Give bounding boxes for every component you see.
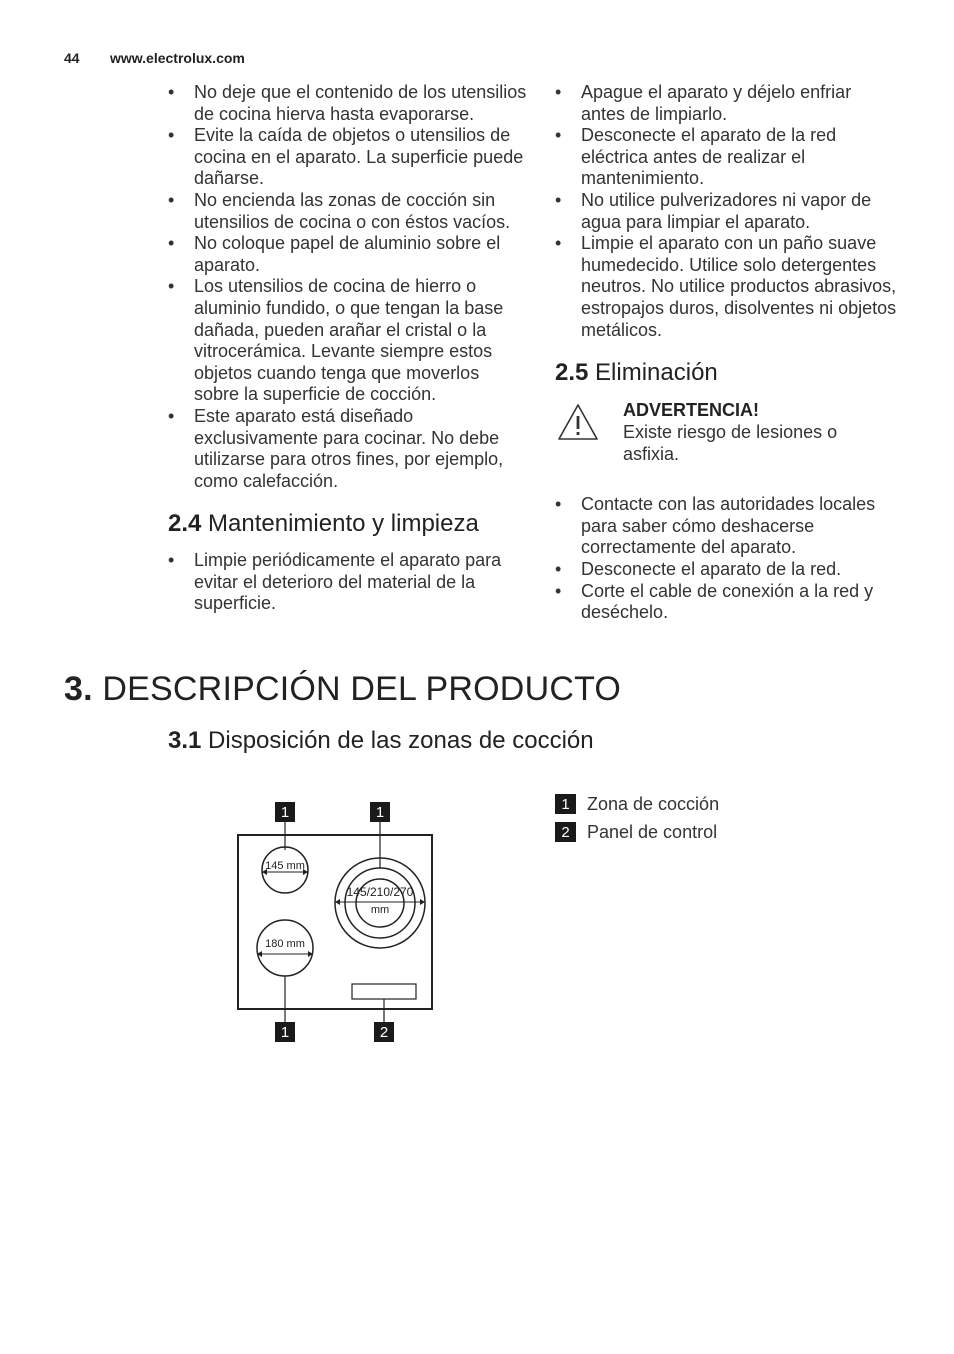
disposal-list <box>555 494 900 624</box>
diagram-legend <box>555 790 719 846</box>
page-header <box>64 50 245 66</box>
cooking-zone-top-left <box>262 847 308 893</box>
cooktop-diagram <box>230 798 440 1048</box>
svg-text:2: 2 <box>379 1024 389 1041</box>
section-2-4-heading <box>168 510 528 538</box>
cooking-zone-bottom-left <box>257 920 313 976</box>
safety-list-right <box>555 82 900 341</box>
maintenance-list <box>168 550 528 615</box>
control-panel-outline <box>352 984 416 999</box>
section-title: DESCRIPCIÓN DEL PRODUCTO <box>102 670 622 708</box>
safety-list-left <box>168 82 528 492</box>
section-title: Disposición de las zonas de cocción <box>208 727 594 754</box>
legend-item <box>555 790 719 818</box>
list-item: • Corte el cable de conexión a la red y deséchelo. <box>555 581 900 624</box>
callout-top-right <box>370 802 390 822</box>
left-column <box>168 82 528 615</box>
legend-item <box>555 818 719 846</box>
section-number: 3. <box>64 670 93 708</box>
callout-bottom-right <box>374 1022 394 1042</box>
svg-text:1: 1 <box>375 804 385 821</box>
list-item: • No deje que el contenido de los utensilios de cocina hierva hasta evaporarse. <box>168 82 528 125</box>
list-item: • Contacte con las autoridades locales para saber cómo deshacerse correctamente del aparato. <box>555 494 900 559</box>
section-2-5-heading <box>555 359 900 387</box>
right-column <box>555 82 900 624</box>
cooking-zone-right <box>335 858 425 948</box>
list-item: • Apague el aparato y déjelo enfriar antes de limpiarlo. <box>555 82 900 125</box>
list-item: • No encienda las zonas de cocción sin utensilios de cocina o con éstos vacíos. <box>168 190 528 233</box>
section-number: 2.4 <box>168 510 202 538</box>
svg-text:1: 1 <box>280 804 290 821</box>
warning-triangle-icon <box>557 403 599 441</box>
section-3-heading <box>64 670 621 709</box>
warning-title: ADVERTENCIA! <box>623 400 760 421</box>
callout-top-left <box>275 802 295 822</box>
list-item: • No coloque papel de aluminio sobre el aparato. <box>168 233 528 276</box>
legend-number: 2 <box>555 822 576 842</box>
svg-text:180 mm: 180 mm <box>265 938 305 950</box>
website-url: www.electrolux.com <box>110 50 245 66</box>
warning-text <box>623 399 863 465</box>
svg-text:145/210/270: 145/210/270 <box>346 885 414 899</box>
callout-bottom-left <box>275 1022 295 1042</box>
legend-label: Zona de cocción <box>587 793 720 814</box>
list-item: • No utilice pulverizadores ni vapor de agua para limpiar el aparato. <box>555 190 900 233</box>
svg-text:mm: mm <box>370 904 390 916</box>
svg-text:1: 1 <box>280 1024 290 1041</box>
svg-text:145 mm: 145 mm <box>265 860 305 872</box>
list-item: • Limpie el aparato con un paño suave humedecido. Utilice solo detergentes neutros. No utilice productos abrasivos, estropajos duros, disolventes ni objetos metálicos. <box>555 233 900 341</box>
page-number: 44 <box>64 50 80 66</box>
section-number: 2.5 <box>555 359 589 387</box>
list-item: • Desconecte el aparato de la red eléctrica antes de realizar el mantenimiento. <box>555 125 900 190</box>
section-title: Eliminación <box>595 359 718 387</box>
list-item: • Evite la caída de objetos o utensilios de cocina en el aparato. La superficie puede dañarse. <box>168 125 528 190</box>
warning-block <box>555 399 900 469</box>
legend-label: Panel de control <box>587 821 718 842</box>
list-item: • Este aparato está diseñado exclusivamente para cocinar. No debe utilizarse para otros fines, por ejemplo, como calefacción. <box>168 406 528 492</box>
list-item: • Limpie periódicamente el aparato para evitar el deterioro del material de la superficie. <box>168 550 528 615</box>
warning-message: Existe riesgo de lesiones o asfixia. <box>623 422 838 465</box>
list-item: • Los utensilios de cocina de hierro o aluminio fundido, o que tengan la base dañada, pueden arañar el cristal o la vitrocerámica. Levante siempre estos objetos cuando tenga que moverlos sobre la superficie de cocción. <box>168 276 528 406</box>
legend-number: 1 <box>555 794 576 814</box>
section-number: 3.1 <box>168 727 202 754</box>
list-item: • Desconecte el aparato de la red. <box>555 559 900 581</box>
section-title: Mantenimiento y limpieza <box>208 510 479 538</box>
section-3-1-heading <box>168 727 594 755</box>
